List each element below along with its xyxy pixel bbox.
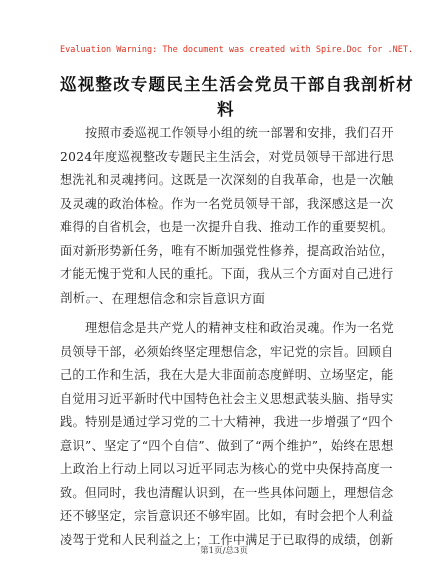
text-line: 才能无愧于党和人民的重托。下面，我从三个方面对自己进行 [60,266,394,281]
document-title [60,72,414,122]
text-line: 剖析。 [60,289,99,305]
text-line: 及灵魂的政治体检。作为一名党员领导干部，我深感这是一次 [60,195,394,211]
text-line: 致。但同时，我也清醒认识到，在一些具体问题上，理想信念 [60,484,394,500]
text-line: 2024年度巡视整改专题民主生活会，对党员领导干部进行思 [60,148,395,164]
section-heading: 一、在理想信念和宗旨意识方面 [86,291,266,306]
text-line: 想洗礼和灵魂拷问。这既是一次深刻的自我革命，也是一次触 [60,172,394,187]
title-line-2: 料 [217,100,235,119]
text-line: 面对新形势新任务，唯有不断加强党性修养，提高政治站位， [60,242,394,258]
evaluation-warning: Evaluation Warning: The document was created with Spire.Doc for .NET. [60,45,414,55]
text-line: 难得的自省机会，也是一次提升自我、推动工作的重要契机。 [60,219,394,234]
text-line: 己的工作和生活，我在大是大非面前态度鲜明、立场坚定，能 [60,367,394,382]
text-line: 员领导干部，必须始终坚定理想信念，牢记党的宗旨。回顾自 [60,343,394,359]
text-line: 意识”、坚定了“四个自信”、做到了“两个维护”，始终在思想 [60,437,394,453]
text-line: 自觉用习近平新时代中国特色社会主义思想武装头脑、指导实 [60,390,394,406]
text-line: 理想信念是共产党人的精神支柱和政治灵魂。作为一名党 [85,320,394,335]
text-line: 践。特别是通过学习党的二十大精神，我进一步增强了“四个 [60,414,394,429]
text-line: 上政治上行动上同以习近平同志为核心的党中央保持高度一 [60,461,393,476]
text-line: 按照市委巡视工作领导小组的统一部署和安排，我们召开 [85,125,394,140]
page-footer: 第1页/总3页 [200,546,248,556]
text-line: 还不够坚定，宗旨意识还不够牢固。比如，有时会把个人利益 [60,508,394,523]
text-line: 凌驾于党和人民利益之上；工作中满足于已取得的成绩，创新 [60,531,394,547]
paragraph-intro [60,121,394,309]
paragraph-ideals [60,316,394,551]
title-line-1: 巡视整改专题民主生活会党员干部自我剖析材 [60,75,414,94]
